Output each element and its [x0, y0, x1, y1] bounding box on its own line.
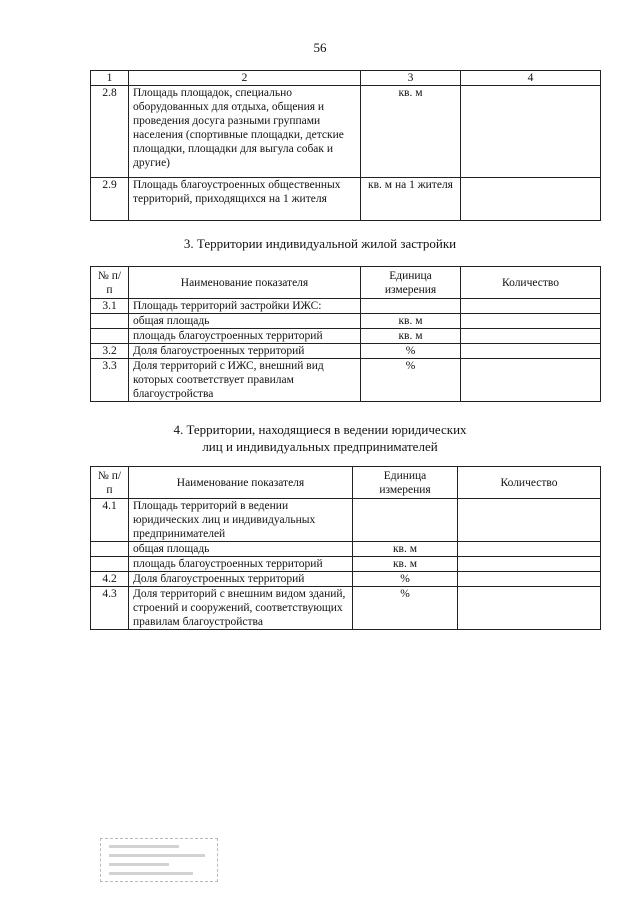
- table-row: [91, 344, 601, 359]
- row-number: 4.1: [91, 499, 129, 542]
- column-number-row: [91, 71, 601, 86]
- table-header-row: [91, 267, 601, 299]
- quantity-cell: [461, 329, 601, 344]
- indicator-name: Площадь благоустроенных общественных территорий, приходящихся на 1 жителя: [129, 178, 361, 221]
- row-number: [91, 329, 129, 344]
- quantity-cell: [458, 557, 601, 572]
- column-number: 2: [129, 71, 361, 86]
- column-number: 1: [91, 71, 129, 86]
- indicator-name: Доля территорий с ИЖС, внешний вид которых соответствует правилам благоустройства: [129, 359, 361, 402]
- row-number: [91, 542, 129, 557]
- header-number: № п/п: [91, 467, 129, 499]
- table-row: [91, 359, 601, 402]
- row-number: 2.8: [91, 86, 129, 178]
- section-4-title: [0, 421, 640, 455]
- row-number: 2.9: [91, 178, 129, 221]
- unit-of-measure: кв. м: [361, 329, 461, 344]
- quantity-cell: [461, 344, 601, 359]
- row-number: [91, 314, 129, 329]
- quantity-cell: [461, 314, 601, 329]
- table-row: [91, 329, 601, 344]
- unit-of-measure: кв. м: [361, 314, 461, 329]
- section-4-title-line-1: 4. Территории, находящиеся в ведении юридических: [173, 422, 467, 437]
- column-number: 4: [461, 71, 601, 86]
- unit-of-measure: %: [353, 587, 458, 630]
- indicator-name: Доля благоустроенных территорий: [129, 344, 361, 359]
- section-4-title-line-2: лиц и индивидуальных предпринимателей: [202, 439, 438, 454]
- table-row: [91, 499, 601, 542]
- quantity-cell: [458, 572, 601, 587]
- row-number: [91, 557, 129, 572]
- table-row: [91, 178, 601, 221]
- indicator-name: Площадь территорий застройки ИЖС:: [129, 299, 361, 314]
- indicator-name: Площадь территорий в ведении юридических лиц и индивидуальных предпринимателей: [129, 499, 353, 542]
- column-number: 3: [361, 71, 461, 86]
- section-3-table: [90, 266, 601, 402]
- row-number: 3.2: [91, 344, 129, 359]
- faded-stamp: [100, 838, 218, 882]
- table-row: [91, 557, 601, 572]
- indicator-name: площадь благоустроенных территорий: [129, 329, 361, 344]
- table-header-row: [91, 467, 601, 499]
- header-unit: Единица измерения: [353, 467, 458, 499]
- indicator-name: Доля территорий с внешним видом зданий, строений и сооружений, соответствующих правилам благоустройства: [129, 587, 353, 630]
- section-3-title: 3. Территории индивидуальной жилой застройки: [183, 236, 457, 251]
- unit-of-measure: кв. м: [361, 86, 461, 178]
- table-row: [91, 86, 601, 178]
- row-number: 3.1: [91, 299, 129, 314]
- unit-of-measure: %: [353, 572, 458, 587]
- quantity-cell: [458, 587, 601, 630]
- indicator-name: общая площадь: [129, 314, 361, 329]
- quantity-cell: [458, 499, 601, 542]
- table-row: [91, 587, 601, 630]
- header-number: № п/п: [91, 267, 129, 299]
- header-unit: Единица измерения: [361, 267, 461, 299]
- row-number: 4.2: [91, 572, 129, 587]
- quantity-cell: [458, 542, 601, 557]
- row-number: 4.3: [91, 587, 129, 630]
- indicator-name: Площадь площадок, специально оборудованных для отдыха, общения и проведения досуга разными группами населения (спортивные площадки, детские площадки, площадки для выгула собак и другие): [129, 86, 361, 178]
- table-row: [91, 299, 601, 314]
- header-indicator: Наименование показателя: [129, 267, 361, 299]
- indicator-name: площадь благоустроенных территорий: [129, 557, 353, 572]
- quantity-cell: [461, 86, 601, 178]
- unit-of-measure: %: [361, 344, 461, 359]
- unit-of-measure: кв. м: [353, 557, 458, 572]
- quantity-cell: [461, 359, 601, 402]
- section-4-table: [90, 466, 601, 630]
- indicator-name: Доля благоустроенных территорий: [129, 572, 353, 587]
- table-row: [91, 314, 601, 329]
- unit-of-measure: кв. м: [353, 542, 458, 557]
- table-row: [91, 572, 601, 587]
- quantity-cell: [461, 178, 601, 221]
- header-quantity: Количество: [461, 267, 601, 299]
- page-number: 56: [313, 40, 327, 55]
- indicator-name: общая площадь: [129, 542, 353, 557]
- table-row: [91, 542, 601, 557]
- unit-of-measure: [361, 299, 461, 314]
- unit-of-measure: [353, 499, 458, 542]
- header-indicator: Наименование показателя: [129, 467, 353, 499]
- unit-of-measure: %: [361, 359, 461, 402]
- header-quantity: Количество: [458, 467, 601, 499]
- quantity-cell: [461, 299, 601, 314]
- row-number: 3.3: [91, 359, 129, 402]
- indicators-table-continuation: [90, 70, 601, 221]
- unit-of-measure: кв. м на 1 жителя: [361, 178, 461, 221]
